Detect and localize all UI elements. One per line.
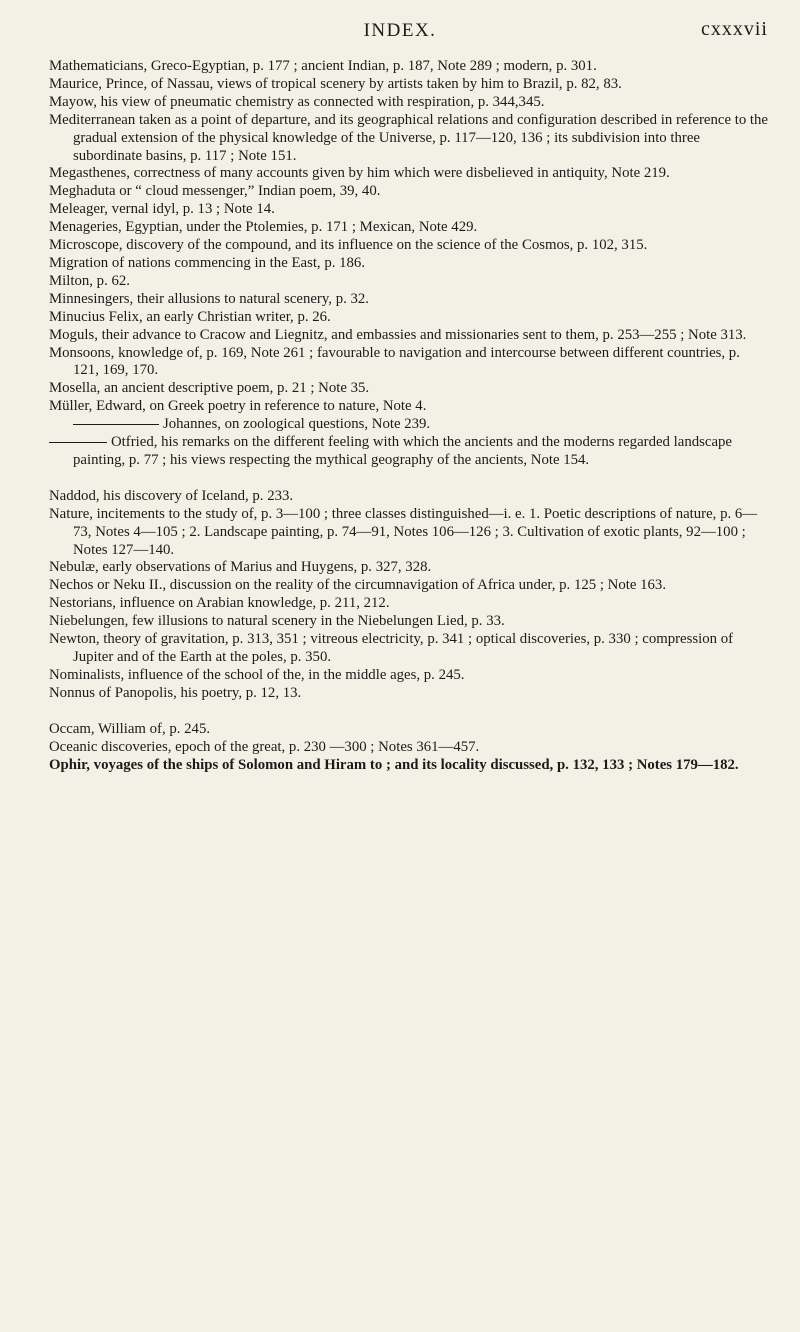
index-entry: Moguls, their advance to Cracow and Liegnitz, and embassies and missionaries sent to them, p. 253—255 ; Note 313. (49, 326, 747, 343)
section-m (49, 58, 769, 470)
sub-entry-text: Johannes, on zoological questions, Note 239. (163, 416, 431, 433)
section-gap (49, 703, 769, 721)
index-entry: Oceanic discoveries, epoch of the great, p. 230 —300 ; Notes 361—457. (49, 738, 480, 755)
index-entry: Nominalists, influence of the school of the, in the middle ages, p. 245. (49, 666, 465, 683)
index-entry: Nechos or Neku II., discussion on the reality of the circumnavigation of Africa under, p. 125 ; Note 163. (49, 577, 667, 594)
index-entry: Occam, William of, p. 245. (49, 720, 211, 737)
index-entry: Niebelungen, few illusions to natural scenery in the Niebelungen Lied, p. 33. (49, 613, 505, 630)
index-entry: Nestorians, influence on Arabian knowledge, p. 211, 212. (49, 595, 390, 612)
index-entry: Migration of nations commencing in the East, p. 186. (49, 254, 366, 271)
section-o (49, 721, 769, 775)
index-entry: Megasthenes, correctness of many accounts given by him which were disbelieved in antiquity, Note 219. (49, 165, 670, 182)
index-entry: Meleager, vernal idyl, p. 13 ; Note 14. (49, 201, 275, 218)
index-entry: Mosella, an ancient descriptive poem, p. 21 ; Note 35. (49, 380, 370, 397)
index-entry: Meghaduta or “ cloud messenger,” Indian poem, 39, 40. (49, 183, 381, 200)
page-number: cxxxvii (701, 18, 768, 40)
index-entry: Ophir, voyages of the ships of Solomon and Hiram to ; and its locality discussed, p. 132, 133 ; Notes 179—182. (49, 756, 739, 773)
index-entry: Monsoons, knowledge of, p. 169, Note 261 ; favourable to navigation and intercourse between different countries, p. 121, 169, 170. (49, 344, 740, 379)
ditto-dash (73, 424, 159, 425)
index-entry: Nebulæ, early observations of Marius and Huygens, p. 327, 328. (49, 559, 432, 576)
index-entry: Mediterranean taken as a point of departure, and its geographical relations and configuration described in reference to the gradual extension of the physical knowledge of the Universe, p. 117—120, 136 ; its subdivision into three subordinate basins, p. 117 ; Note 151. (49, 111, 768, 164)
ditto-dash (49, 442, 107, 443)
index-entry: Minucius Felix, an early Christian writer, p. 26. (49, 308, 331, 325)
page-header (0, 14, 800, 48)
index-entry: Müller, Edward, on Greek poetry in reference to nature, Note 4. (49, 398, 427, 415)
section-n (49, 488, 769, 703)
index-entry: Microscope, discovery of the compound, and its influence on the science of the Cosmos, p. 102, 315. (49, 237, 648, 254)
index-entry: Menageries, Egyptian, under the Ptolemies, p. 171 ; Mexican, Note 429. (49, 219, 478, 236)
index-sub-entry (49, 416, 769, 434)
index-entry: Naddod, his discovery of Iceland, p. 233. (49, 487, 294, 504)
section-gap (49, 470, 769, 488)
index-entry: Nature, incitements to the study of, p. 3—100 ; three classes distinguished—i. e. 1. Poetic descriptions of nature, p. 6—73, Notes 4—105 ; 2. Landscape painting, p. 74—91, Notes 106—126 ; 3. Cultivation of exotic plants, 92—100 ; Notes 127—140. (49, 505, 758, 558)
index-entry: Milton, p. 62. (49, 272, 130, 289)
index-entry: Mathematicians, Greco-Egyptian, p. 177 ; ancient Indian, p. 187, Note 289 ; modern, p. 301. (49, 58, 597, 74)
index-entry: Mayow, his view of pneumatic chemistry as connected with respiration, p. 344,345. (49, 93, 545, 110)
index-entry: Minnesingers, their allusions to natural scenery, p. 32. (49, 290, 369, 307)
running-head: INDEX. (363, 20, 437, 41)
index-content (49, 58, 769, 774)
index-entry: Nonnus of Panopolis, his poetry, p. 12, 13. (49, 684, 302, 701)
index-sub-entry (49, 434, 769, 470)
index-entry: Maurice, Prince, of Nassau, views of tropical scenery by artists taken by him to Brazil, p. 82, 83. (49, 75, 622, 92)
sub-entry-text: Otfried, his remarks on the different feeling with which the ancients and the moderns regarded landscape painting, p. 77 ; his views respecting the mythical geography of the ancients, Note 154. (73, 434, 732, 468)
index-entry: Newton, theory of gravitation, p. 313, 351 ; vitreous electricity, p. 341 ; optical discoveries, p. 330 ; compression of Jupiter and of the Earth at the poles, p. 350. (49, 631, 734, 665)
